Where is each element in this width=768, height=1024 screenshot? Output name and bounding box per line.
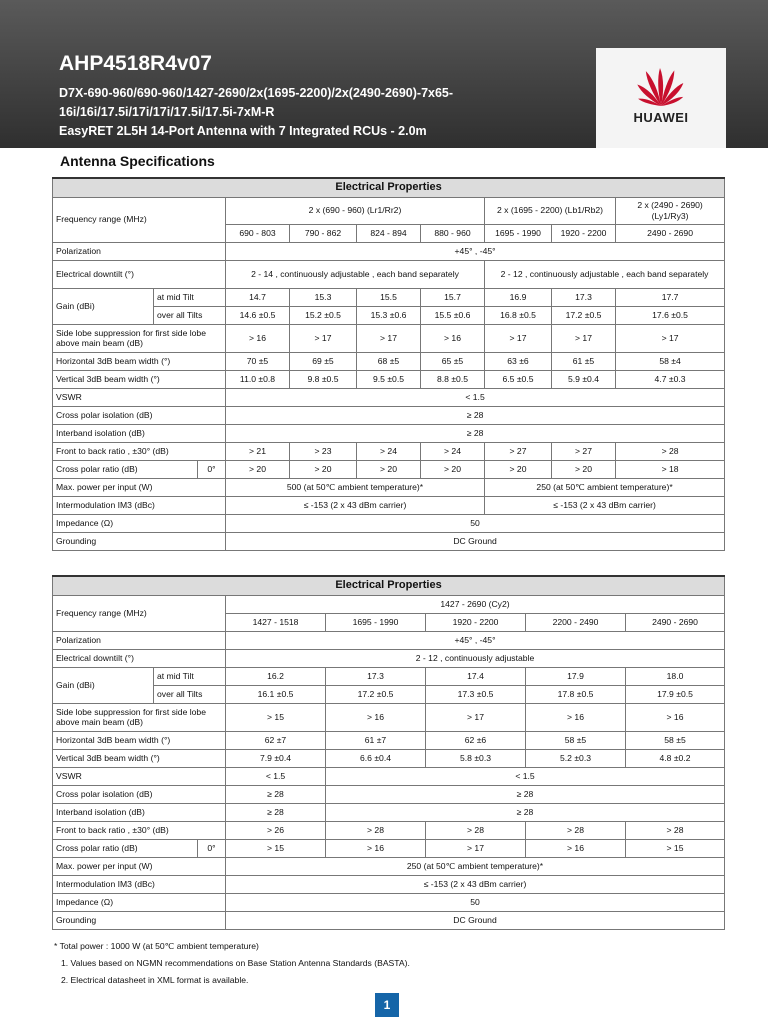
ftb-cell: > 28: [626, 821, 725, 839]
impedance-value: 50: [226, 514, 725, 532]
ftb-cell: > 28: [526, 821, 626, 839]
band-cell: 1427 - 1518: [226, 613, 326, 631]
gain-mid-cell: 17.3: [552, 288, 616, 306]
gain-all-cell: 15.3 ±0.6: [357, 306, 421, 324]
gain-mid-cell: 15.7: [421, 288, 485, 306]
gain-mid-cell: 14.7: [226, 288, 290, 306]
sidelobe-cell: > 17: [357, 324, 421, 352]
interband-isolation-value: ≥ 28: [226, 424, 725, 442]
gain-all-cell: 17.2 ±0.5: [552, 306, 616, 324]
band-cell: 2490 - 2690: [616, 224, 725, 242]
vbw-cell: 5.8 ±0.3: [426, 749, 526, 767]
gain-mid-cell: 17.7: [616, 288, 725, 306]
electrical-properties-table-1: [52, 177, 725, 551]
grounding-value: DC Ground: [226, 532, 725, 550]
gain-all-cell: 17.2 ±0.5: [326, 685, 426, 703]
gain-all-cell: 16.1 ±0.5: [226, 685, 326, 703]
impedance-label: Impedance (Ω): [53, 893, 226, 911]
grounding-label: Grounding: [53, 532, 226, 550]
antenna-description: EasyRET 2L5H 14-Port Antenna with 7 Integrated RCUs - 2.0m: [59, 124, 427, 138]
all-tilts-label: over all Tilts: [154, 306, 226, 324]
impedance-label: Impedance (Ω): [53, 514, 226, 532]
hbw-cell: 70 ±5: [226, 352, 290, 370]
downtilt-label: Electrical downtilt (°): [53, 649, 226, 667]
grounding-label: Grounding: [53, 911, 226, 929]
band-cell: 2200 - 2490: [526, 613, 626, 631]
cross-polar-isolation-value: ≥ 28: [226, 785, 326, 803]
band-group: 2 x (2490 - 2690) (Ly1/Ry3): [616, 197, 725, 224]
sidelobe-cell: > 15: [226, 703, 326, 731]
cross-polar-ratio-angle: 0°: [198, 839, 226, 857]
cpr-cell: > 20: [485, 460, 552, 478]
band-cell: 880 - 960: [421, 224, 485, 242]
cpr-cell: > 16: [526, 839, 626, 857]
huawei-logo: [606, 62, 716, 140]
model-code-line-1: D7X-690-960/690-960/1427-2690/2x(1695-2200)/2x(2490-2690)-7x65-: [59, 86, 454, 100]
section-title: Antenna Specifications: [60, 153, 215, 169]
cross-polar-isolation-label: Cross polar isolation (dB): [53, 785, 226, 803]
im3-label: Intermodulation IM3 (dBc): [53, 875, 226, 893]
band-group: 2 x (690 - 960) (Lr1/Rr2): [226, 197, 485, 224]
hbw-cell: 65 ±5: [421, 352, 485, 370]
vbw-cell: 5.2 ±0.3: [526, 749, 626, 767]
cross-polar-isolation-value: ≥ 28: [326, 785, 725, 803]
polarization-label: Polarization: [53, 631, 226, 649]
model-title: AHP4518R4v07: [59, 52, 212, 75]
vbw-cell: 9.5 ±0.5: [357, 370, 421, 388]
gain-all-cell: 17.6 ±0.5: [616, 306, 725, 324]
hbw-cell: 69 ±5: [290, 352, 357, 370]
footnotes: [54, 938, 410, 989]
total-power-note: * Total power : 1000 W (at 50℃ ambient temperature): [54, 941, 259, 951]
im3-label: Intermodulation IM3 (dBc): [53, 496, 226, 514]
cross-polar-ratio-label: Cross polar ratio (dB): [53, 460, 198, 478]
cpr-cell: > 20: [552, 460, 616, 478]
max-power-value: 500 (at 50℃ ambient temperature)*: [226, 478, 485, 496]
ftb-cell: > 23: [290, 442, 357, 460]
huawei-flower-icon: [606, 62, 716, 110]
downtilt-value: 2 - 12 , continuously adjustable: [226, 649, 725, 667]
band-group: 2 x (1695 - 2200) (Lb1/Rb2): [485, 197, 616, 224]
vswr-label: VSWR: [53, 767, 226, 785]
im3-value: ≤ -153 (2 x 43 dBm carrier): [226, 496, 485, 514]
gain-mid-cell: 17.4: [426, 667, 526, 685]
vbw-cell: 11.0 ±0.8: [226, 370, 290, 388]
downtilt-value: 2 - 12 , continuously adjustable , each band separately: [485, 260, 725, 288]
vbw-label: Vertical 3dB beam width (°): [53, 749, 226, 767]
sidelobe-cell: > 17: [616, 324, 725, 352]
vbw-label: Vertical 3dB beam width (°): [53, 370, 226, 388]
ftb-cell: > 24: [421, 442, 485, 460]
cross-polar-ratio-label: Cross polar ratio (dB): [53, 839, 198, 857]
band-cell: 1920 - 2200: [552, 224, 616, 242]
ftb-cell: > 21: [226, 442, 290, 460]
page-number: 1: [375, 993, 399, 1017]
vbw-cell: 6.5 ±0.5: [485, 370, 552, 388]
vbw-cell: 4.7 ±0.3: [616, 370, 725, 388]
gain-mid-cell: 17.9: [526, 667, 626, 685]
sidelobe-cell: > 16: [421, 324, 485, 352]
mid-tilt-label: at mid Tilt: [154, 667, 226, 685]
footnote-1: 1. Values based on NGMN recommendations on Base Station Antenna Standards (BASTA).: [61, 958, 410, 968]
sidelobe-cell: > 16: [526, 703, 626, 731]
sidelobe-cell: > 16: [626, 703, 725, 731]
polarization-value: +45° , -45°: [226, 631, 725, 649]
vswr-value: < 1.5: [226, 767, 326, 785]
hbw-cell: 58 ±5: [526, 731, 626, 749]
downtilt-label: Electrical downtilt (°): [53, 260, 226, 288]
ftb-cell: > 28: [326, 821, 426, 839]
band-cell: 790 - 862: [290, 224, 357, 242]
sidelobe-cell: > 17: [426, 703, 526, 731]
hbw-label: Horizontal 3dB beam width (°): [53, 352, 226, 370]
frequency-range-label: Frequency range (MHz): [53, 595, 226, 631]
cpr-cell: > 20: [357, 460, 421, 478]
gain-mid-cell: 15.5: [357, 288, 421, 306]
sidelobe-label: Side lobe suppression for first side lobe above main beam (dB): [53, 324, 226, 352]
band-cell: 1695 - 1990: [485, 224, 552, 242]
band-cell: 2490 - 2690: [626, 613, 725, 631]
cpr-cell: > 17: [426, 839, 526, 857]
cross-polar-ratio-angle: 0°: [198, 460, 226, 478]
gain-all-cell: 17.9 ±0.5: [626, 685, 725, 703]
gain-all-cell: 14.6 ±0.5: [226, 306, 290, 324]
band-cell: 824 - 894: [357, 224, 421, 242]
max-power-label: Max. power per input (W): [53, 478, 226, 496]
cross-polar-isolation-label: Cross polar isolation (dB): [53, 406, 226, 424]
hbw-cell: 61 ±5: [552, 352, 616, 370]
interband-isolation-value: ≥ 28: [326, 803, 725, 821]
max-power-label: Max. power per input (W): [53, 857, 226, 875]
front-to-back-label: Front to back ratio , ±30° (dB): [53, 442, 226, 460]
ftb-cell: > 27: [552, 442, 616, 460]
vbw-cell: 6.6 ±0.4: [326, 749, 426, 767]
sidelobe-label: Side lobe suppression for first side lobe above main beam (dB): [53, 703, 226, 731]
downtilt-value: 2 - 14 , continuously adjustable , each band separately: [226, 260, 485, 288]
interband-isolation-label: Interband isolation (dB): [53, 803, 226, 821]
cross-polar-isolation-value: ≥ 28: [226, 406, 725, 424]
band-cell: 690 - 803: [226, 224, 290, 242]
ftb-cell: > 24: [357, 442, 421, 460]
gain-label: Gain (dBi): [53, 288, 154, 324]
gain-mid-cell: 15.3: [290, 288, 357, 306]
sidelobe-cell: > 16: [226, 324, 290, 352]
cpr-cell: > 20: [421, 460, 485, 478]
im3-value: ≤ -153 (2 x 43 dBm carrier): [485, 496, 725, 514]
gain-mid-cell: 18.0: [626, 667, 725, 685]
max-power-value: 250 (at 50℃ ambient temperature)*: [485, 478, 725, 496]
sidelobe-cell: > 16: [326, 703, 426, 731]
brand-name: HUAWEI: [633, 110, 689, 125]
interband-isolation-label: Interband isolation (dB): [53, 424, 226, 442]
cpr-cell: > 20: [226, 460, 290, 478]
grounding-value: DC Ground: [226, 911, 725, 929]
footnote-2: 2. Electrical datasheet in XML format is available.: [61, 975, 249, 985]
gain-all-cell: 15.5 ±0.6: [421, 306, 485, 324]
gain-mid-cell: 17.3: [326, 667, 426, 685]
mid-tilt-label: at mid Tilt: [154, 288, 226, 306]
impedance-value: 50: [226, 893, 725, 911]
im3-value: ≤ -153 (2 x 43 dBm carrier): [226, 875, 725, 893]
sidelobe-cell: > 17: [485, 324, 552, 352]
table-title: Electrical Properties: [53, 178, 725, 197]
cpr-cell: > 20: [290, 460, 357, 478]
sidelobe-cell: > 17: [552, 324, 616, 352]
band-cell: 1695 - 1990: [326, 613, 426, 631]
gain-all-cell: 16.8 ±0.5: [485, 306, 552, 324]
vbw-cell: 9.8 ±0.5: [290, 370, 357, 388]
band-cell: 1920 - 2200: [426, 613, 526, 631]
band-group: 1427 - 2690 (Cy2): [226, 595, 725, 613]
hbw-cell: 62 ±6: [426, 731, 526, 749]
hbw-cell: 58 ±5: [626, 731, 725, 749]
vbw-cell: 8.8 ±0.5: [421, 370, 485, 388]
table-title: Electrical Properties: [53, 576, 725, 595]
gain-label: Gain (dBi): [53, 667, 154, 703]
model-code-line-2: 16i/16i/17.5i/17i/17i/17.5i/17.5i-7xM-R: [59, 105, 275, 119]
ftb-cell: > 28: [426, 821, 526, 839]
cpr-cell: > 18: [616, 460, 725, 478]
hbw-cell: 63 ±6: [485, 352, 552, 370]
all-tilts-label: over all Tilts: [154, 685, 226, 703]
hbw-label: Horizontal 3dB beam width (°): [53, 731, 226, 749]
gain-mid-cell: 16.9: [485, 288, 552, 306]
cpr-cell: > 15: [226, 839, 326, 857]
gain-all-cell: 15.2 ±0.5: [290, 306, 357, 324]
ftb-cell: > 28: [616, 442, 725, 460]
hbw-cell: 61 ±7: [326, 731, 426, 749]
front-to-back-label: Front to back ratio , ±30° (dB): [53, 821, 226, 839]
electrical-properties-table-2: [52, 575, 725, 930]
hbw-cell: 68 ±5: [357, 352, 421, 370]
vbw-cell: 7.9 ±0.4: [226, 749, 326, 767]
polarization-label: Polarization: [53, 242, 226, 260]
ftb-cell: > 27: [485, 442, 552, 460]
cpr-cell: > 16: [326, 839, 426, 857]
vswr-value: < 1.5: [326, 767, 725, 785]
vswr-label: VSWR: [53, 388, 226, 406]
hbw-cell: 62 ±7: [226, 731, 326, 749]
cpr-cell: > 15: [626, 839, 725, 857]
vswr-value: < 1.5: [226, 388, 725, 406]
polarization-value: +45° , -45°: [226, 242, 725, 260]
interband-isolation-value: ≥ 28: [226, 803, 326, 821]
hbw-cell: 58 ±4: [616, 352, 725, 370]
vbw-cell: 4.8 ±0.2: [626, 749, 725, 767]
max-power-value: 250 (at 50℃ ambient temperature)*: [226, 857, 725, 875]
vbw-cell: 5.9 ±0.4: [552, 370, 616, 388]
gain-all-cell: 17.3 ±0.5: [426, 685, 526, 703]
gain-mid-cell: 16.2: [226, 667, 326, 685]
sidelobe-cell: > 17: [290, 324, 357, 352]
gain-all-cell: 17.8 ±0.5: [526, 685, 626, 703]
ftb-cell: > 26: [226, 821, 326, 839]
frequency-range-label: Frequency range (MHz): [53, 197, 226, 242]
